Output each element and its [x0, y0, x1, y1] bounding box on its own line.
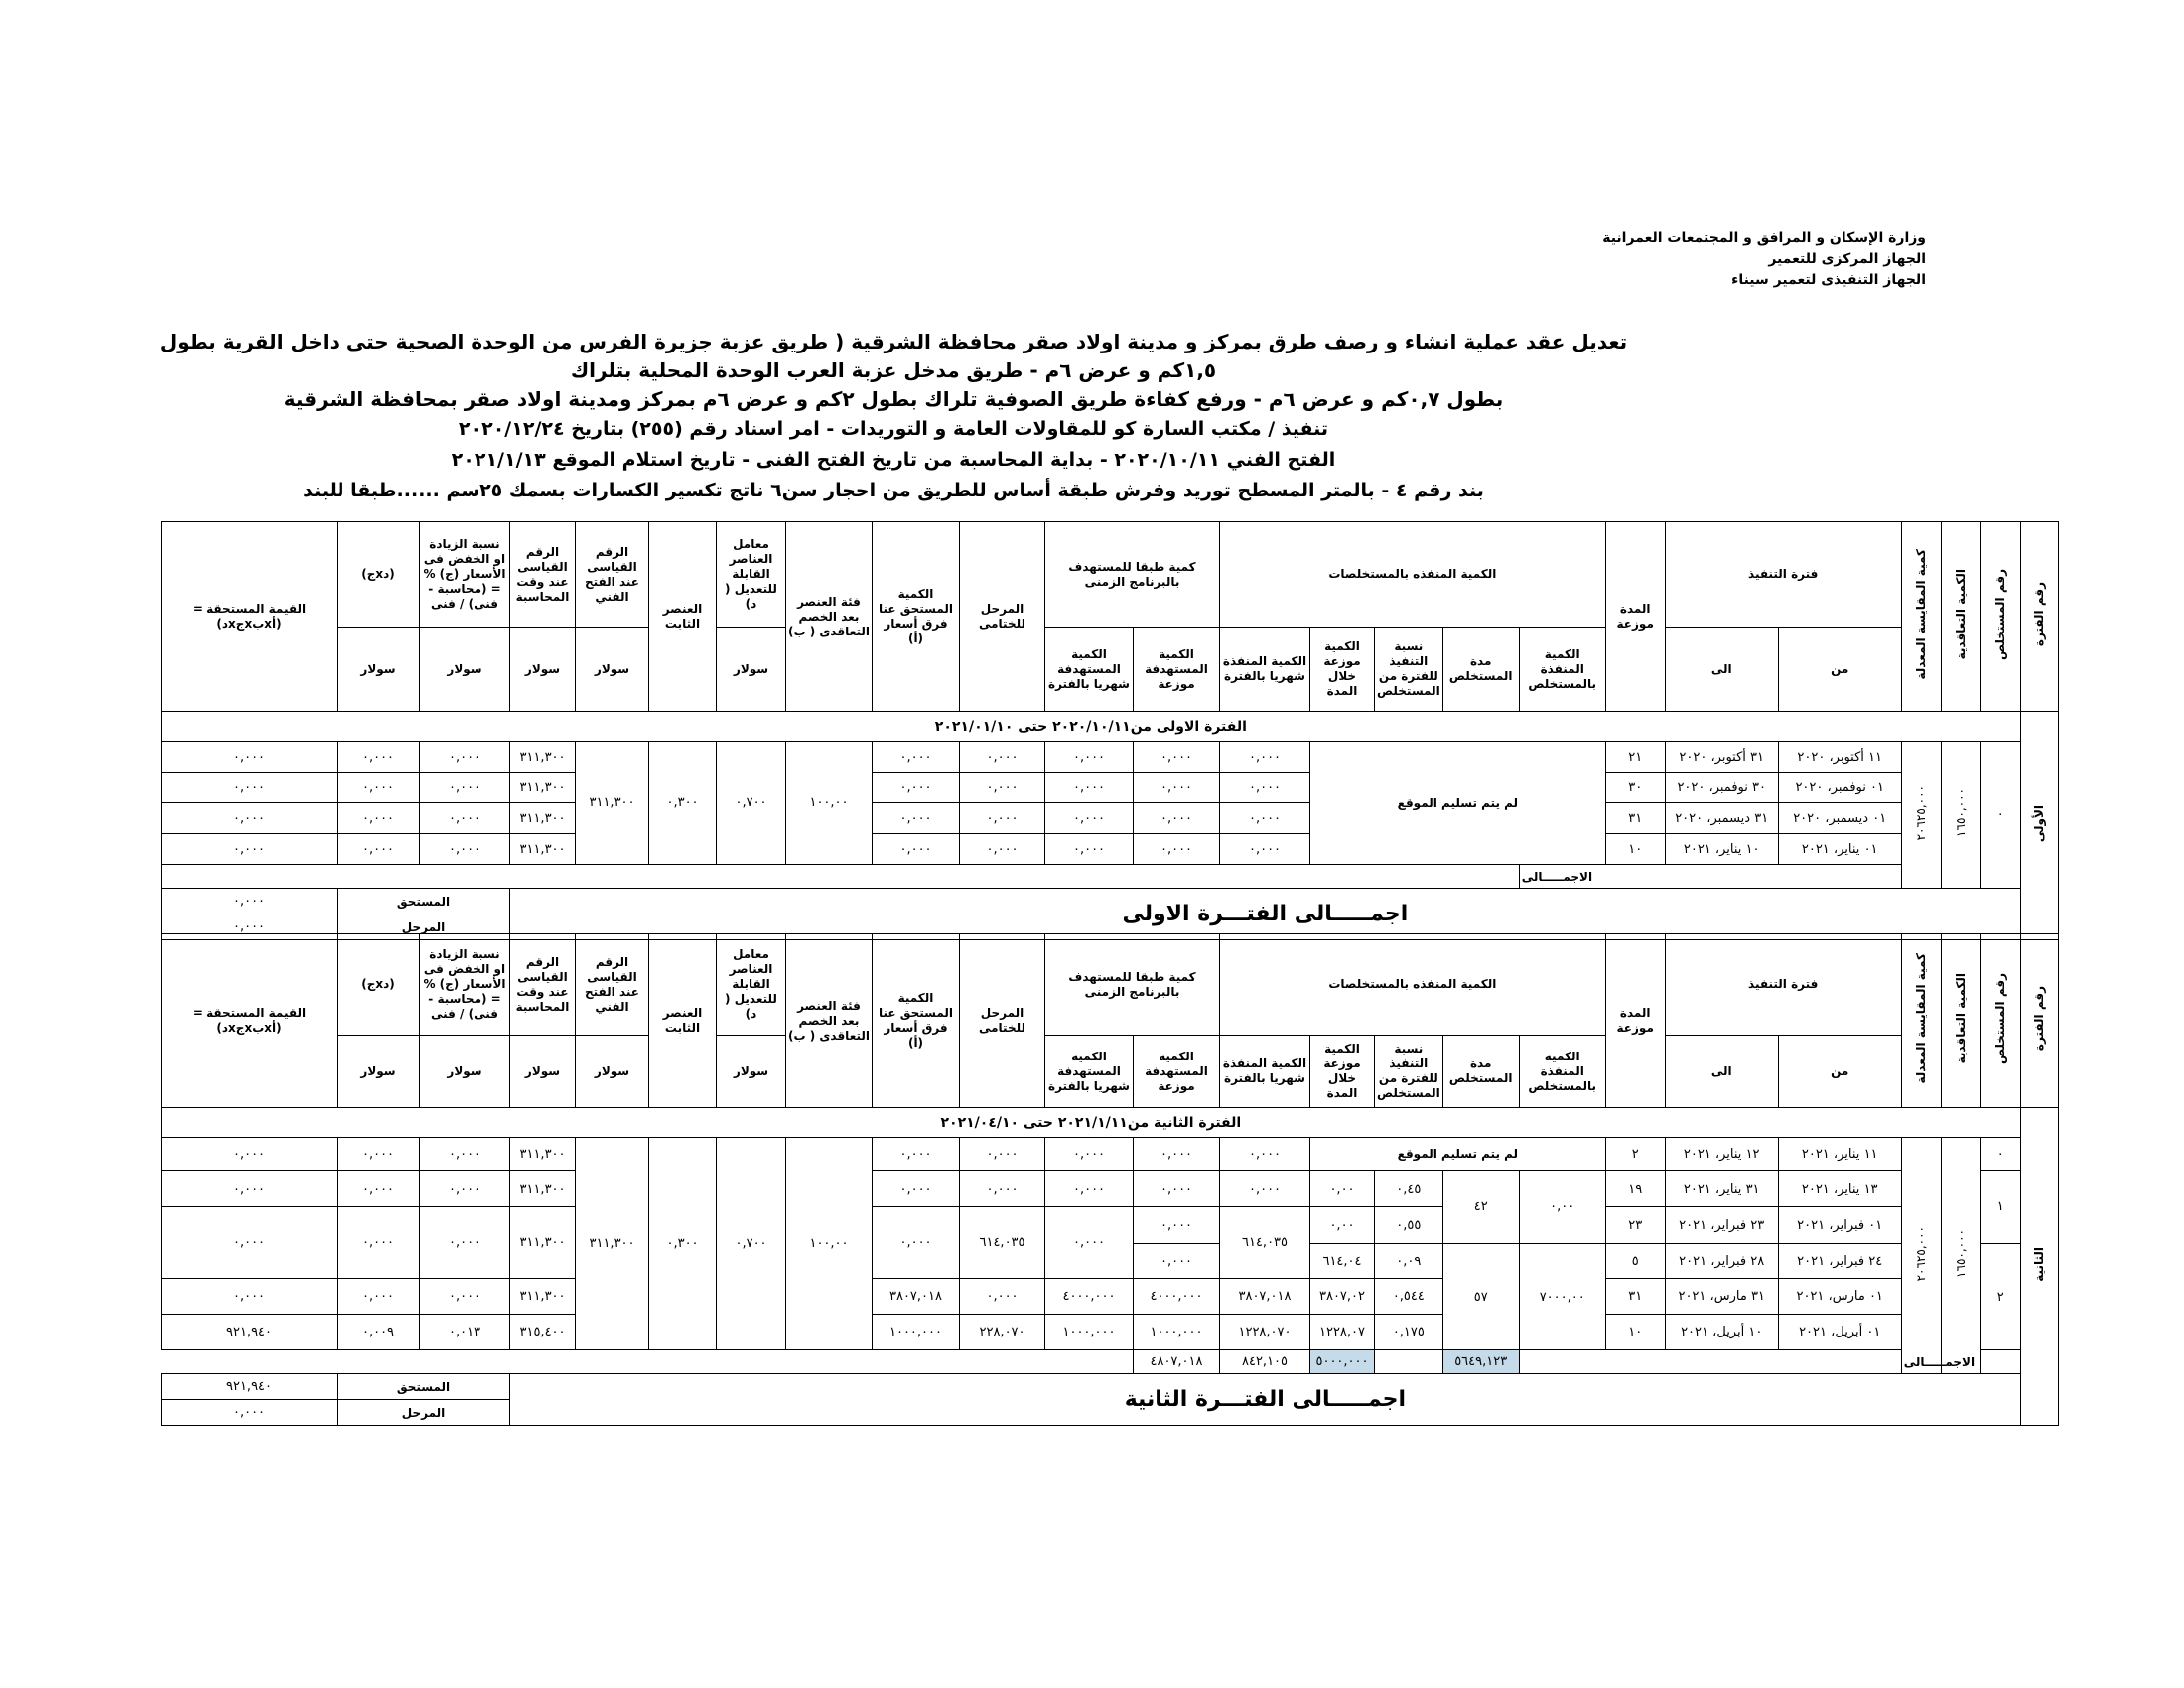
p2-r1-dxj: ٠,٠٠٠ — [338, 1138, 420, 1171]
exec-ratio-header: نسبة التنفيذ للفترة من المستخلص — [1375, 628, 1443, 712]
p1-r2-monthly-exec: ٠,٠٠٠ — [1220, 773, 1310, 803]
to-header: الى — [1665, 628, 1778, 712]
target-dist-header: الكمية المستهدفة موزعة — [1134, 628, 1220, 712]
p2-monthly-exec-header: الكمية المنفذة شهريا بالفترة — [1220, 1036, 1310, 1108]
p2-r3-from: ٠١ فبراير، ٢٠٢١ — [1778, 1207, 1901, 1244]
p2-r4-dist-qty: ٦١٤,٠٤ — [1310, 1244, 1375, 1279]
p2-fixed-header: العنصر الثابت — [649, 934, 717, 1108]
p1-r3-due-qty: ٠,٠٠٠ — [873, 803, 960, 834]
fixed-header: العنصر الثابت — [649, 522, 717, 712]
p2-r3-index-calc: ٣١١,٣٠٠ — [510, 1207, 576, 1279]
p2-r6-target-monthly: ١٠٠٠,٠٠٠ — [1045, 1315, 1134, 1350]
p2-target-group-header: كمية طبقا للمستهدف بالبرنامج الزمنى — [1045, 934, 1220, 1036]
p2-exec-period-header: فترة التنفيذ — [1665, 934, 1901, 1036]
p2-r2-exec-ratio: ٠,٤٥ — [1375, 1171, 1443, 1207]
p1-category: ١٠٠,٠٠ — [786, 742, 873, 865]
p2-extract-no-header: رقم المستخلص — [1993, 972, 2008, 1065]
p2-target-monthly-feb: ٠,٠٠٠ — [1045, 1207, 1134, 1279]
coef-diesel-header: سولار — [717, 628, 786, 712]
p2-r2-target-dist: ٠,٠٠٠ — [1134, 1171, 1220, 1207]
p1-r4-ratio: ٠,٠٠٠ — [420, 834, 510, 865]
value-due-header: القيمة المستحقة =(أxبxجxد) — [162, 522, 338, 712]
p2-exec-ext2: ٧٠٠٠,٠٠ — [1519, 1244, 1605, 1350]
p2-category: ١٠٠,٠٠ — [786, 1138, 873, 1350]
index-calc-diesel-header: سولار — [510, 628, 576, 712]
p1-r1-value: ٠,٠٠٠ — [162, 742, 338, 773]
p1-r2-target-dist: ٠,٠٠٠ — [1134, 773, 1220, 803]
p2-ratio-header: نسبة الزيادة او الخفض فى الأسعار (ج) % = (محاسبة - فنى) / فنى — [420, 934, 510, 1036]
extract-duration-header: مدة المستخلص — [1442, 628, 1519, 712]
p1-r2-days: ٣٠ — [1605, 773, 1665, 803]
p2-r1-monthly-exec: ٠,٠٠٠ — [1220, 1138, 1310, 1171]
period-2-banner: الفترة الثانية من٢٠٢١/١/١١ حتى ٢٠٢١/٠٤/١٠ — [162, 1108, 2021, 1138]
target-group-header: كمية طبقا للمستهدف بالبرنامج الزمنى — [1045, 522, 1220, 628]
ratio-header: نسبة الزيادة او الخفض فى الأسعار (ج) % = (محاسبة - فنى) / فنى — [420, 522, 510, 628]
p2-due-value: ٩٢١,٩٤٠ — [162, 1374, 338, 1400]
p1-r3-index-calc: ٣١١,٣٠٠ — [510, 803, 576, 834]
dxj-diesel-header: سولار — [338, 628, 420, 712]
p2-exec-ratio-header: نسبة التنفيذ للفترة من المستخلص — [1375, 1036, 1443, 1108]
p1-r3-value: ٠,٠٠٠ — [162, 803, 338, 834]
exec-in-extract-header: الكمية المنفذة بالمستخلص — [1519, 628, 1605, 712]
p1-r2-due-qty: ٠,٠٠٠ — [873, 773, 960, 803]
period-1-name: الأولى — [2032, 804, 2047, 843]
p1-r2-dxj: ٠,٠٠٠ — [338, 773, 420, 803]
item-description-line: بند رقم ٤ - بالمتر المسطح توريد وفرش طبقة أساس للطريق من احجار سن٦ ناتج تكسير الكسارات بسمك ٢٥سم ......طبقا للبند — [303, 480, 1484, 501]
p1-not-received: لم يتم تسليم الموقع — [1310, 742, 1606, 865]
p2-dist-days-header: المدة موزعة — [1605, 934, 1665, 1108]
p2-fixed: ٠,٣٠٠ — [649, 1138, 717, 1350]
p2-r4-days: ٥ — [1605, 1244, 1665, 1279]
p1-r2-index-calc: ٣١١,٣٠٠ — [510, 773, 576, 803]
p2-r4-exec-ratio: ٠,٠٩ — [1375, 1244, 1443, 1279]
p2-carried-label: المرحل — [338, 1400, 510, 1426]
p2-r1-to: ١٢ يناير، ٢٠٢١ — [1665, 1138, 1778, 1171]
p2-r6-value: ٩٢١,٩٤٠ — [162, 1315, 338, 1350]
p1-summary-title: اجمـــــالى الفتـــرة الاولى — [510, 889, 2021, 940]
p1-r2-from: ٠١ نوفمبر، ٢٠٢٠ — [1778, 773, 1901, 803]
p1-r1-days: ٢١ — [1605, 742, 1665, 773]
p1-r1-from: ١١ أكتوبر، ٢٠٢٠ — [1778, 742, 1901, 773]
p2-r5-dist-qty: ٣٨٠٧,٠٢ — [1310, 1279, 1375, 1315]
p1-adjusted-qty: ٢٠٦٢٥,٠٠٠ — [1914, 784, 1929, 841]
p2-r1-due-qty: ٠,٠٠٠ — [873, 1138, 960, 1171]
p1-coef: ٠,٧٠٠ — [717, 742, 786, 865]
p1-carried-label: المرحل — [338, 914, 510, 940]
p1-r1-target-dist: ٠,٠٠٠ — [1134, 742, 1220, 773]
p2-r3-value: ٠,٠٠٠ — [162, 1207, 338, 1279]
p2-r2-ratio: ٠,٠٠٠ — [420, 1171, 510, 1207]
p2-r1-from: ١١ يناير، ٢٠٢١ — [1778, 1138, 1901, 1171]
target-monthly-header: الكمية المستهدفة شهريا بالفترة — [1045, 628, 1134, 712]
p2-r1-carried: ٠,٠٠٠ — [960, 1138, 1045, 1171]
p1-r1-dxj: ٠,٠٠٠ — [338, 742, 420, 773]
p1-r3-days: ٣١ — [1605, 803, 1665, 834]
p2-total-monthly-exec: ٥٦٤٩,١٢٣ — [1442, 1350, 1519, 1374]
p2-total-label: الاجمـــــالى — [1901, 1350, 2020, 1374]
p2-dxj-diesel-header: سولار — [338, 1036, 420, 1108]
p2-ratio-diesel-header: سولار — [420, 1036, 510, 1108]
p1-r3-target-monthly: ٠,٠٠٠ — [1045, 803, 1134, 834]
p2-r6-dxj: ٠,٠٠٩ — [338, 1315, 420, 1350]
p2-index-open: ٣١١,٣٠٠ — [576, 1138, 649, 1350]
p1-r4-days: ١٠ — [1605, 834, 1665, 865]
p2-r5-target-dist: ٤٠٠٠,٠٠٠ — [1134, 1279, 1220, 1315]
p1-r3-to: ٣١ ديسمبر، ٢٠٢٠ — [1665, 803, 1778, 834]
p2-r2-from: ١٣ يناير، ٢٠٢١ — [1778, 1171, 1901, 1207]
p2-period-no-header: رقم الفترة — [2032, 986, 2047, 1052]
p2-r2-dxj: ٠,٠٠٠ — [338, 1171, 420, 1207]
p2-r6-target-dist: ١٠٠٠,٠٠٠ — [1134, 1315, 1220, 1350]
p2-target-dist-header: الكمية المستهدفة موزعة — [1134, 1036, 1220, 1108]
p2-r2-dist-qty: ٠,٠٠ — [1310, 1171, 1375, 1207]
ratio-diesel-header: سولار — [420, 628, 510, 712]
p2-r3-to: ٢٣ فبراير، ٢٠٢١ — [1665, 1207, 1778, 1244]
dist-qty-header: الكمية موزعة خلال المدة — [1310, 628, 1375, 712]
period-2-name: الثانية — [2032, 1247, 2047, 1282]
title-line-1: تعديل عقد عملية انشاء و رصف طرق بمركز و مدينة اولاد صقر محافظة الشرقية ( طريق عزبة جزيرة الفرس من الوحدة الصحية حتى داخل القرية بطول ١,٥كم و عرض ٦م - طريق مدخل عزبة العرب الوحدة المحلية بتلراك — [159, 330, 1628, 382]
p2-r6-from: ٠١ أبريل، ٢٠٢١ — [1778, 1315, 1901, 1350]
p2-r6-ratio: ٠,٠١٣ — [420, 1315, 510, 1350]
p2-index-calc-diesel-header: سولار — [510, 1036, 576, 1108]
p2-r6-due-qty: ١٠٠٠,٠٠٠ — [873, 1315, 960, 1350]
contract-qty-header: الكمية التعاقدية — [1954, 569, 1969, 660]
p2-r2-days: ١٩ — [1605, 1171, 1665, 1207]
extract-no-header: رقم المستخلص — [1993, 568, 2008, 661]
p1-r3-from: ٠١ ديسمبر، ٢٠٢٠ — [1778, 803, 1901, 834]
dxj-header: (دxج) — [338, 522, 420, 628]
p1-carried-value: ٠,٠٠٠ — [162, 914, 338, 940]
p2-exec-ext1: ٠,٠٠ — [1519, 1171, 1605, 1244]
category-header: فئة العنصر بعد الخصم التعاقدى ( ب) — [786, 522, 873, 712]
p2-monthly-feb: ٦١٤,٠٣٥ — [1220, 1207, 1310, 1279]
p1-r3-ratio: ٠,٠٠٠ — [420, 803, 510, 834]
index-open-header: الرقم القياسى عند الفتح الفني — [576, 522, 649, 628]
p2-r6-exec-ratio: ٠,١٧٥ — [1375, 1315, 1443, 1350]
carried-header: المرحل للختامى — [960, 522, 1045, 712]
p2-r2-index-calc: ٣١١,٣٠٠ — [510, 1171, 576, 1207]
p1-r4-carried: ٠,٠٠٠ — [960, 834, 1045, 865]
p2-r6-index-calc: ٣١٥,٤٠٠ — [510, 1315, 576, 1350]
p2-r3-dist-qty: ٠,٠٠ — [1310, 1207, 1375, 1244]
p2-r4-target-dist: ٠,٠٠٠ — [1134, 1244, 1220, 1279]
p2-total-carried: ٨٤٢,١٠٥ — [1220, 1350, 1310, 1374]
p2-r3-target-dist: ٠,٠٠٠ — [1134, 1207, 1220, 1244]
p2-r5-to: ٣١ مارس، ٢٠٢١ — [1665, 1279, 1778, 1315]
p2-coef-diesel-header: سولار — [717, 1036, 786, 1108]
p2-r5-from: ٠١ مارس، ٢٠٢١ — [1778, 1279, 1901, 1315]
p2-r5-target-monthly: ٤٠٠٠,٠٠٠ — [1045, 1279, 1134, 1315]
p1-r4-target-monthly: ٠,٠٠٠ — [1045, 834, 1134, 865]
p1-r2-value: ٠,٠٠٠ — [162, 773, 338, 803]
p2-carried-value: ٠,٠٠٠ — [162, 1400, 338, 1426]
period-2-table — [161, 933, 2059, 1426]
p2-r6-monthly-exec: ١٢٢٨,٠٧٠ — [1220, 1315, 1310, 1350]
p2-due-qty-header: الكمية المستحق عنا فرق أسعار (أ) — [873, 934, 960, 1108]
p2-r3-dxj: ٠,٠٠٠ — [338, 1207, 420, 1279]
p2-r1-index-calc: ٣١١,٣٠٠ — [510, 1138, 576, 1171]
index-open-diesel-header: سولار — [576, 628, 649, 712]
p1-r4-from: ٠١ يناير، ٢٠٢١ — [1778, 834, 1901, 865]
p1-r4-monthly-exec: ٠,٠٠٠ — [1220, 834, 1310, 865]
p2-r5-days: ٣١ — [1605, 1279, 1665, 1315]
p2-to-header: الى — [1665, 1036, 1778, 1108]
p1-contract-qty: ١٦٥٠,٠٠٠ — [1954, 788, 1969, 837]
p2-r3-exec-ratio: ٠,٥٥ — [1375, 1207, 1443, 1244]
p1-r3-dxj: ٠,٠٠٠ — [338, 803, 420, 834]
p2-r6-dist-qty: ١٢٢٨,٠٧ — [1310, 1315, 1375, 1350]
title-line-2: بطول ٠,٧كم و عرض ٦م - ورفع كفاءة طريق الصوفية تلراك بطول ٢كم و عرض ٦م بمركز ومدينة اولاد صقر بمحافظة الشرقية — [283, 387, 1504, 411]
p2-contract-qty-header: الكمية التعاقدية — [1954, 973, 1969, 1064]
p2-carried-header: المرحل للختامى — [960, 934, 1045, 1108]
p2-r5-dxj: ٠,٠٠٠ — [338, 1279, 420, 1315]
p2-due-label: المستحق — [338, 1374, 510, 1400]
p2-r2-target-monthly: ٠,٠٠٠ — [1045, 1171, 1134, 1207]
p2-ext2: ٢ — [1980, 1244, 2020, 1350]
p1-r2-to: ٣٠ نوفمبر، ٢٠٢٠ — [1665, 773, 1778, 803]
p1-r1-ratio: ٠,٠٠٠ — [420, 742, 510, 773]
p2-carried-feb: ٦١٤,٠٣٥ — [960, 1207, 1045, 1279]
p2-index-open-header: الرقم القياسى عند الفتح الفني — [576, 934, 649, 1036]
p2-r5-value: ٠,٠٠٠ — [162, 1279, 338, 1315]
p2-r5-carried: ٠,٠٠٠ — [960, 1279, 1045, 1315]
p1-r4-dxj: ٠,٠٠٠ — [338, 834, 420, 865]
p1-r2-carried: ٠,٠٠٠ — [960, 773, 1045, 803]
p2-coef: ٠,٧٠٠ — [717, 1138, 786, 1350]
p1-r1-target-monthly: ٠,٠٠٠ — [1045, 742, 1134, 773]
p2-r2-monthly-exec: ٠,٠٠٠ — [1220, 1171, 1310, 1207]
p1-r1-due-qty: ٠,٠٠٠ — [873, 742, 960, 773]
p1-r4-index-calc: ٣١١,٣٠٠ — [510, 834, 576, 865]
p1-r3-carried: ٠,٠٠٠ — [960, 803, 1045, 834]
period-no-header: رقم الفترة — [2032, 582, 2047, 647]
dist-days-header: المدة موزعة — [1605, 522, 1665, 712]
p1-index-open: ٣١١,٣٠٠ — [576, 742, 649, 865]
p2-contract-qty: ١٦٥٠,٠٠٠ — [1954, 1229, 1969, 1278]
p2-dxj-header: (دxج) — [338, 934, 420, 1036]
p2-summary-title: اجمـــــالى الفتـــرة الثانية — [510, 1374, 2021, 1426]
ministry-line-1: وزارة الإسكان و المرافق و المجتمعات العمرانية — [1602, 230, 1926, 246]
p1-due-value: ٠,٠٠٠ — [162, 889, 338, 914]
p2-exec-in-extract-header: الكمية المنفذة بالمستخلص — [1519, 1036, 1605, 1108]
p2-due-feb: ٠,٠٠٠ — [873, 1207, 960, 1279]
p2-r1-days: ٢ — [1605, 1138, 1665, 1171]
p2-total-due-qty: ٤٨٠٧,٠١٨ — [1134, 1350, 1220, 1374]
p2-index-open-diesel-header: سولار — [576, 1036, 649, 1108]
p2-target-monthly-header: الكمية المستهدفة شهريا بالفترة — [1045, 1036, 1134, 1108]
monthly-exec-header: الكمية المنفذة شهريا بالفترة — [1220, 628, 1310, 712]
p2-r5-exec-ratio: ٠,٥٤٤ — [1375, 1279, 1443, 1315]
p2-r2-value: ٠,٠٠٠ — [162, 1171, 338, 1207]
p1-r3-target-dist: ٠,٠٠٠ — [1134, 803, 1220, 834]
exec-period-header: فترة التنفيذ — [1665, 522, 1901, 628]
p1-extract-no: ٠ — [1980, 742, 2020, 889]
p2-extract-duration-header: مدة المستخلص — [1442, 1036, 1519, 1108]
p1-r1-carried: ٠,٠٠٠ — [960, 742, 1045, 773]
p1-r4-target-dist: ٠,٠٠٠ — [1134, 834, 1220, 865]
p2-adjusted-qty-header: كمية المقايسة المعدلة — [1914, 953, 1929, 1084]
period-1-table — [161, 521, 2059, 940]
p2-dur-ext2: ٥٧ — [1442, 1244, 1519, 1350]
p2-r2-carried: ٠,٠٠٠ — [960, 1171, 1045, 1207]
coef-header: معامل العناصر القابلة للتعديل ( د) — [717, 522, 786, 628]
index-calc-header: الرقم القياسى عند وقت المحاسبة — [510, 522, 576, 628]
p2-executed-group-header: الكمية المنفذه بالمستخلصات — [1220, 934, 1606, 1036]
p2-ext1: ١ — [1980, 1171, 2020, 1244]
p2-category-header: فئة العنصر بعد الخصم التعاقدى ( ب) — [786, 934, 873, 1108]
p2-r1-target-dist: ٠,٠٠٠ — [1134, 1138, 1220, 1171]
p2-r6-carried: ٢٢٨,٠٧٠ — [960, 1315, 1045, 1350]
p2-r1-target-monthly: ٠,٠٠٠ — [1045, 1138, 1134, 1171]
p2-r2-to: ٣١ يناير، ٢٠٢١ — [1665, 1171, 1778, 1207]
p1-r4-to: ١٠ يناير، ٢٠٢١ — [1665, 834, 1778, 865]
p2-r5-ratio: ٠,٠٠٠ — [420, 1279, 510, 1315]
p1-r1-index-calc: ٣١١,٣٠٠ — [510, 742, 576, 773]
p1-r2-target-monthly: ٠,٠٠٠ — [1045, 773, 1134, 803]
ministry-line-3: الجهاز التنفيذى لتعمير سيناء — [1731, 272, 1926, 288]
p2-r2-due-qty: ٠,٠٠٠ — [873, 1171, 960, 1207]
executed-group-header: الكمية المنفذه بالمستخلصات — [1220, 522, 1606, 628]
ministry-header — [1489, 228, 1926, 291]
adjusted-qty-header: كمية المقايسة المعدلة — [1914, 549, 1929, 680]
p2-r3-ratio: ٠,٠٠٠ — [420, 1207, 510, 1279]
period-1-banner: الفترة الاولى من٢٠٢٠/١٠/١١ حتى ٢٠٢١/٠١/١٠ — [162, 712, 2021, 742]
p2-from-header: من — [1778, 1036, 1901, 1108]
p2-r3-days: ٢٣ — [1605, 1207, 1665, 1244]
p2-dist-qty-header: الكمية موزعة خلال المدة — [1310, 1036, 1375, 1108]
from-header: من — [1778, 628, 1901, 712]
contractor-line: تنفيذ / مكتب السارة كو للمقاولات العامة و التوريدات - امر اسناد رقم (٢٥٥) بتاريخ ٢٠٢٠/١٢/٢٤ — [458, 418, 1329, 440]
p1-r1-to: ٣١ أكتوبر، ٢٠٢٠ — [1665, 742, 1778, 773]
p1-total-label: الاجمـــــالى — [1519, 865, 1901, 889]
p1-fixed: ٠,٣٠٠ — [649, 742, 717, 865]
p2-r4-to: ٢٨ فبراير، ٢٠٢١ — [1665, 1244, 1778, 1279]
ministry-line-2: الجهاز المركزى للتعمير — [1768, 251, 1926, 267]
p1-r1-monthly-exec: ٠,٠٠٠ — [1220, 742, 1310, 773]
p1-r2-ratio: ٠,٠٠٠ — [420, 773, 510, 803]
p2-total-target-monthly: ٥٠٠٠,٠٠٠ — [1310, 1350, 1375, 1374]
p1-due-label: المستحق — [338, 889, 510, 914]
p2-not-received: لم يتم تسليم الموقع — [1310, 1138, 1606, 1171]
p2-r6-to: ١٠ أبريل، ٢٠٢١ — [1665, 1315, 1778, 1350]
p2-r1-value: ٠,٠٠٠ — [162, 1138, 338, 1171]
p2-r6-days: ١٠ — [1605, 1315, 1665, 1350]
p2-index-calc-header: الرقم القياسى عند وقت المحاسبة — [510, 934, 576, 1036]
p2-r5-due-qty: ٣٨٠٧,٠١٨ — [873, 1279, 960, 1315]
p1-r3-monthly-exec: ٠,٠٠٠ — [1220, 803, 1310, 834]
p2-r4-from: ٢٤ فبراير، ٢٠٢١ — [1778, 1244, 1901, 1279]
p2-r1-ratio: ٠,٠٠٠ — [420, 1138, 510, 1171]
p2-r5-monthly-exec: ٣٨٠٧,٠١٨ — [1220, 1279, 1310, 1315]
p1-r4-value: ٠,٠٠٠ — [162, 834, 338, 865]
due-qty-header: الكمية المستحق عنا فرق أسعار (أ) — [873, 522, 960, 712]
p2-adjusted-qty: ٢٠٦٢٥,٠٠٠ — [1914, 1225, 1929, 1282]
document-title-block — [159, 328, 1628, 506]
p2-dur-ext1: ٤٢ — [1442, 1171, 1519, 1244]
opening-date-line: الفتح الفني ٢٠٢٠/١٠/١١ - بداية المحاسبة من تاريخ الفتح الفنى - تاريخ استلام الموقع ٢٠٢١/١/١٣ — [451, 449, 1336, 471]
p1-r4-due-qty: ٠,٠٠٠ — [873, 834, 960, 865]
p2-value-due-header: القيمة المستحقة =(أxبxجxد) — [162, 934, 338, 1108]
p2-coef-header: معامل العناصر القابلة للتعديل ( د) — [717, 934, 786, 1036]
p2-ext0: ٠ — [1980, 1138, 2020, 1171]
p2-r5-index-calc: ٣١١,٣٠٠ — [510, 1279, 576, 1315]
